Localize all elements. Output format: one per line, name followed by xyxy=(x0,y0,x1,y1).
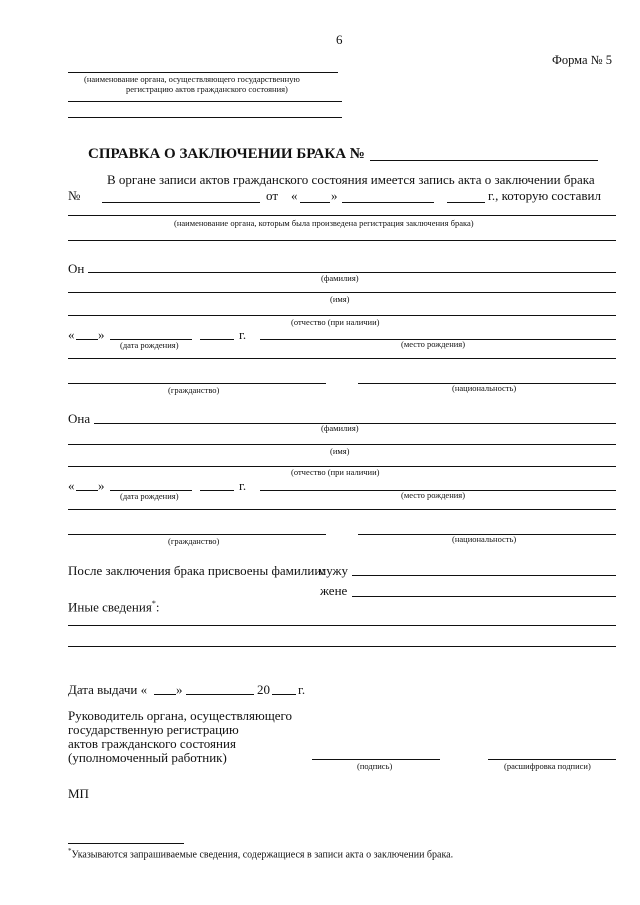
record-year-line xyxy=(447,202,485,203)
record-day-line xyxy=(300,202,330,203)
other-info-text: Иные сведения xyxy=(68,599,152,615)
issue-quote-close: » xyxy=(176,682,183,697)
footnote-text: Указываются запрашиваемые сведения, содержащиеся в записи акта о заключении брака. xyxy=(71,849,454,861)
page-number: 6 xyxy=(336,32,343,47)
record-number-line xyxy=(102,202,260,203)
he-birth-year-line xyxy=(200,339,234,340)
intro-text: В органе записи актов гражданского состояния имеется запись акта о заключении брака xyxy=(107,172,595,187)
husband-label: мужу xyxy=(318,563,349,578)
issue-year-suffix: г. xyxy=(298,682,306,697)
record-from-label: от xyxy=(266,188,279,203)
head-line-3: актов гражданского состояния xyxy=(68,736,236,751)
issue-year-line xyxy=(272,694,296,695)
other-info-label xyxy=(68,599,159,615)
she-name-line xyxy=(68,444,616,445)
head-line-1: Руководитель органа, осуществляющего xyxy=(68,708,292,723)
registrar-caption-2: регистрацию актов гражданского состояния) xyxy=(126,84,288,94)
he-patronymic-caption: (отчество (при наличии) xyxy=(291,317,380,327)
she-citizenship-line xyxy=(68,534,326,535)
wife-label: жене xyxy=(320,583,348,598)
he-birth-place-line-2 xyxy=(68,358,616,359)
he-label: Он xyxy=(68,261,85,276)
he-birth-quote-open: « xyxy=(68,327,75,342)
issue-date-label: Дата выдачи « xyxy=(68,682,148,697)
compiler-caption: (наименование органа, которым была произведена регистрация заключения брака) xyxy=(174,218,474,228)
he-name-caption: (имя) xyxy=(330,294,350,304)
she-name-caption: (имя) xyxy=(330,446,350,456)
record-year-suffix: г., которую составил xyxy=(488,188,601,203)
stamp-label: МП xyxy=(68,786,89,801)
footnote xyxy=(68,847,453,860)
signature-caption: (подпись) xyxy=(357,761,393,771)
he-surname-caption: (фамилия) xyxy=(321,273,359,283)
quote-open: « xyxy=(291,188,298,203)
signature-decoding-caption: (расшифровка подписи) xyxy=(504,761,591,771)
other-info-line-2 xyxy=(68,646,616,647)
husband-surname-line xyxy=(352,575,616,576)
compiler-line xyxy=(68,215,616,216)
after-marriage-label: После заключения брака присвоены фамилии: xyxy=(68,563,325,578)
signature-decoding-line xyxy=(488,759,616,760)
registrar-line-3 xyxy=(68,117,342,118)
he-birth-year-suffix: г. xyxy=(239,327,247,342)
head-line-2: государственную регистрацию xyxy=(68,722,239,737)
she-birth-year-suffix: г. xyxy=(239,478,247,493)
he-patronymic-line xyxy=(68,315,616,316)
he-birth-day-line xyxy=(76,339,98,340)
she-birth-date-caption: (дата рождения) xyxy=(120,491,179,501)
wife-surname-line xyxy=(352,596,616,597)
other-info-line-1 xyxy=(68,625,616,626)
other-info-colon: : xyxy=(155,599,160,615)
signature-line xyxy=(312,759,440,760)
footnote-separator xyxy=(68,843,184,844)
issue-year-prefix: 20 xyxy=(257,682,270,697)
he-birth-date-caption: (дата рождения) xyxy=(120,340,179,350)
he-citizenship-caption: (гражданство) xyxy=(168,385,220,395)
she-surname-caption: (фамилия) xyxy=(321,423,359,433)
he-name-line xyxy=(68,292,616,293)
she-birth-quote-close: » xyxy=(98,478,105,493)
he-birth-quote-close: » xyxy=(98,327,105,342)
he-nationality-caption: (национальность) xyxy=(452,383,517,393)
issue-month-line xyxy=(186,694,254,695)
record-number-sign: № xyxy=(68,188,81,203)
she-nationality-caption: (национальность) xyxy=(452,534,517,544)
he-citizenship-line xyxy=(68,383,326,384)
he-birth-place-caption: (место рождения) xyxy=(401,339,466,349)
issue-day-line xyxy=(154,694,176,695)
head-line-4: (уполномоченный работник) xyxy=(68,750,227,765)
she-birth-place-line-2 xyxy=(68,509,616,510)
she-label: Она xyxy=(68,411,91,426)
registrar-line-2 xyxy=(68,101,342,102)
certificate-number-line xyxy=(370,160,598,161)
she-birth-quote-open: « xyxy=(68,478,75,493)
compiler-line-2 xyxy=(68,240,616,241)
she-birth-day-line xyxy=(76,490,98,491)
she-citizenship-caption: (гражданство) xyxy=(168,536,220,546)
footnote-mark: * xyxy=(68,847,72,855)
form-label: Форма № 5 xyxy=(552,53,612,67)
registrar-line xyxy=(68,72,338,73)
registrar-caption-1: (наименование органа, осуществляющего государственную xyxy=(84,74,300,84)
quote-close: » xyxy=(331,188,338,203)
she-birth-year-line xyxy=(200,490,234,491)
she-patronymic-caption: (отчество (при наличии) xyxy=(291,467,380,477)
document-title: СПРАВКА О ЗАКЛЮЧЕНИИ БРАКА № xyxy=(88,146,365,162)
record-month-line xyxy=(342,202,434,203)
other-info-footnote-mark: * xyxy=(151,599,156,608)
she-birth-place-caption: (место рождения) xyxy=(401,490,466,500)
